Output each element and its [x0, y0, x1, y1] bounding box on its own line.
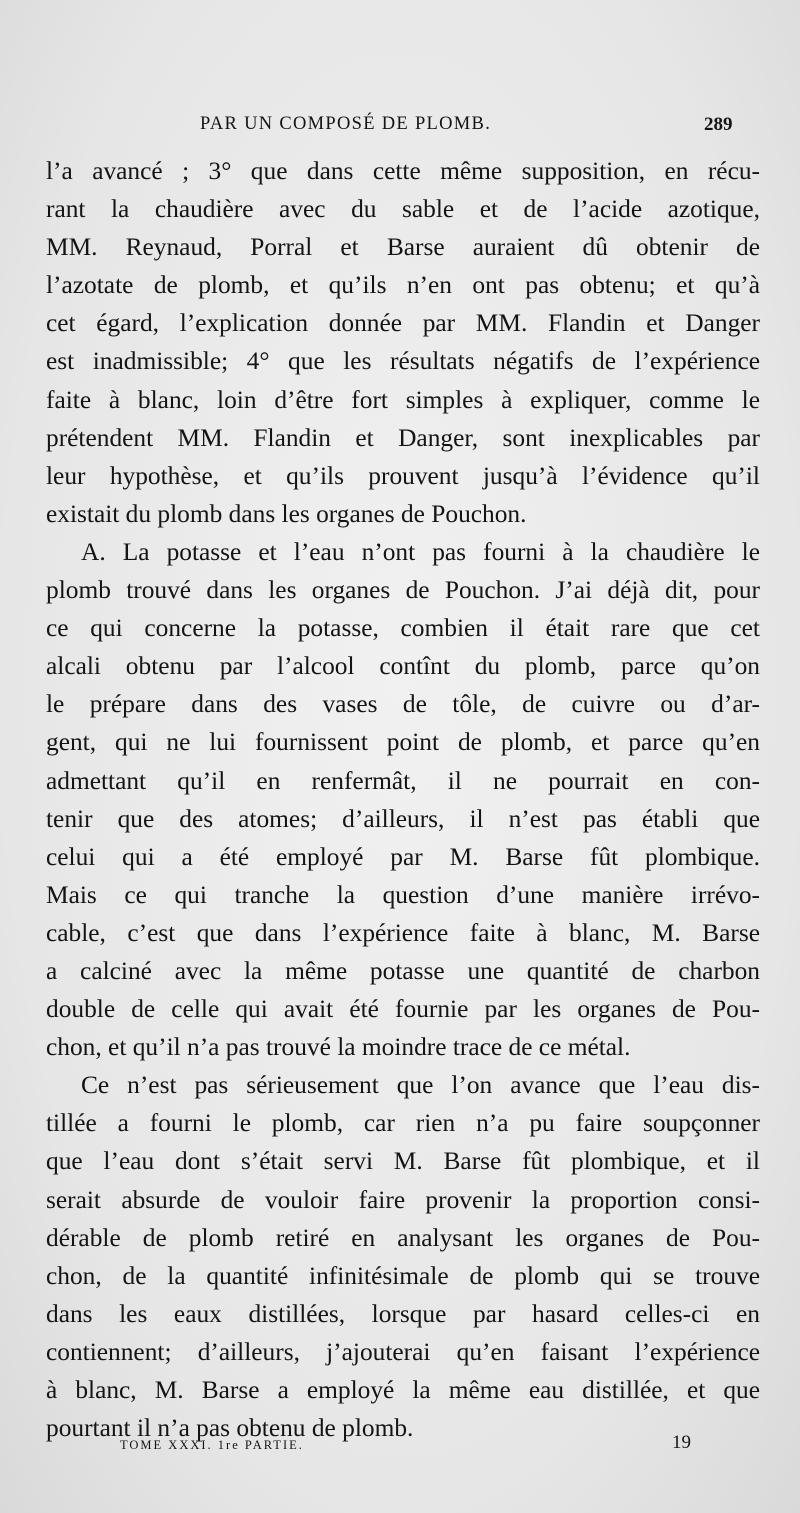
text-line: a calciné avec la même potasse une quantité de charbon — [46, 956, 760, 985]
text-line: prétendent MM. Flandin et Danger, sont inexplicables par — [46, 423, 760, 452]
text-line: à blanc, M. Barse a employé la même eau distillée, et que — [46, 1376, 760, 1404]
text-line: Mais ce qui tranche la question d’une manière irrévo- — [46, 880, 760, 909]
paragraph-start-line: Ce n’est pas sérieusement que l’on avance que l’eau dis- — [81, 1071, 760, 1100]
text-line: tenir que des atomes; d’ailleurs, il n’est pas établi que — [46, 804, 760, 833]
text-line: l’a avancé ; 3° que dans cette même supposition, en récu- — [46, 157, 760, 185]
text-line: le prépare dans des vases de tôle, de cuivre ou d’ar- — [46, 690, 760, 719]
text-line: contiennent; d’ailleurs, j’ajouterai qu’en faisant l’expérience — [46, 1337, 760, 1366]
paragraph-start-line: A. La potasse et l’eau n’ont pas fourni à la chaudière le — [81, 537, 760, 566]
text-line: MM. Reynaud, Porral et Barse auraient dû obtenir de — [46, 233, 760, 262]
text-line: chon, de la quantité infinitésimale de plomb qui se trouve — [46, 1261, 760, 1290]
text-line: dans les eaux distillées, lorsque par hasard celles-ci en — [46, 1299, 760, 1328]
text-line: dérable de plomb retiré en analysant les organes de Pou- — [46, 1223, 760, 1252]
text-line: rant la chaudière avec du sable et de l’acide azotique, — [46, 195, 760, 224]
body-text — [46, 152, 760, 1447]
text-line: l’azotate de plomb, et qu’ils n’en ont pas obtenu; et qu’à — [46, 271, 760, 300]
text-line: tillée a fourni le plomb, car rien n’a pu faire soupçonner — [46, 1109, 760, 1138]
text-line: leur hypothèse, et qu’ils prouvent jusqu’à l’évidence qu’il — [46, 461, 760, 490]
running-head: PAR UN COMPOSÉ DE PLOMB. — [200, 114, 492, 134]
text-line: que l’eau dont s’était servi M. Barse fût plombique, et il — [46, 1147, 760, 1176]
sheet-number: 19 — [672, 1432, 691, 1453]
text-line: plomb trouvé dans les organes de Pouchon. J’ai déjà dit, pour — [46, 576, 760, 605]
text-line: serait absurde de vouloir faire provenir la proportion consi- — [46, 1185, 760, 1214]
text-line: double de celle qui avait été fournie par les organes de Pou- — [46, 995, 760, 1024]
text-line: gent, qui ne lui fournissent point de plomb, et parce qu’en — [46, 728, 760, 757]
text-line: celui qui a été employé par M. Barse fût plombique. — [46, 842, 760, 871]
page-number: 289 — [704, 114, 733, 135]
text-line: ce qui concerne la potasse, combien il était rare que cet — [46, 614, 760, 643]
text-line: est inadmissible; 4° que les résultats négatifs de l’expérience — [46, 347, 760, 376]
text-line: pourtant il n’a pas obtenu de plomb. — [46, 1414, 414, 1443]
signature-mark: TOME XXXI. 1re PARTIE. — [120, 1438, 304, 1452]
text-line: cet égard, l’explication donnée par MM. Flandin et Danger — [46, 309, 760, 338]
text-line: faite à blanc, loin d’être fort simples à expliquer, comme le — [46, 385, 760, 414]
text-line: chon, et qu’il n’a pas trouvé la moindre trace de ce métal. — [46, 1033, 631, 1062]
text-line: admettant qu’il en renfermât, il ne pourrait en con- — [46, 766, 760, 795]
text-line: existait du plomb dans les organes de Pouchon. — [46, 499, 527, 528]
text-line: alcali obtenu par l’alcool contînt du plomb, parce qu’on — [46, 652, 760, 681]
text-line: cable, c’est que dans l’expérience faite à blanc, M. Barse — [46, 918, 760, 947]
